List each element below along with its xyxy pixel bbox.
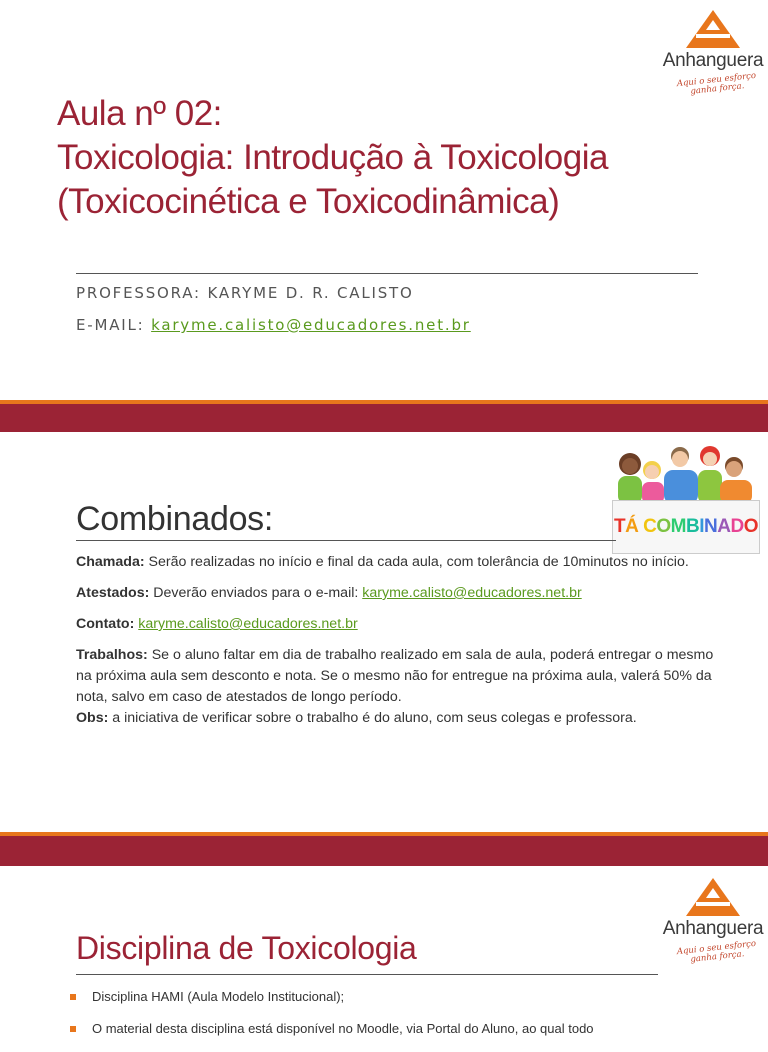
title-line-1: Aula nº 02: (57, 94, 222, 133)
logo-tagline: Aqui o seu esforço ganha força. (676, 938, 757, 965)
list-item: Disciplina HAMI (Aula Modelo Institucional); (70, 988, 720, 1006)
rule-trabalhos: Trabalhos: Se o aluno faltar em dia de trabalho realizado em sala de aula, poderá entregar o mesmo na próxima aula sem desconto e nota. Se o mesmo não for entregue na próxima aula, valerá 50% da nota, salvo em caso de atestados de longo período. (76, 647, 714, 705)
professor-name: PROFESSORA: KARYME D. R. CALISTO (76, 284, 414, 302)
logo-tagline: Aqui o seu esforço ganha força. (676, 70, 757, 97)
title-line-3: (Toxicocinética e Toxicodinâmica) (57, 182, 560, 221)
list-item: O material desta disciplina está disponível no Moodle, via Portal do Aluno, ao qual todo (70, 1020, 720, 1038)
rule-obs: Obs: a iniciativa de verificar sobre o trabalho é do aluno, com seus colegas e professora. (76, 710, 637, 726)
combinado-label: TÁ COMBINADO (614, 516, 758, 537)
divider (76, 540, 616, 541)
bullet-icon (70, 994, 76, 1000)
slide-title (0, 0, 768, 400)
anhanguera-logo (658, 8, 768, 98)
divider (76, 273, 698, 274)
slide-combinados (0, 432, 768, 832)
email-label: E-MAIL: (76, 316, 152, 334)
bullet-list (70, 988, 720, 1052)
title-bold: Toxicologia: (57, 138, 234, 177)
section-title: Combinados: (76, 500, 274, 538)
rule-contato: Contato: karyme.calisto@educadores.net.br (76, 616, 358, 632)
rules-body (76, 552, 716, 739)
anhanguera-logo (658, 876, 768, 966)
rule-atestados: Atestados: Deverão enviados para o e-mail: karyme.calisto@educadores.net.br (76, 585, 582, 601)
email-line (76, 316, 471, 334)
rule-chamada: Chamada: Serão realizadas no início e final da cada aula, com tolerância de 10minutos no início. (76, 554, 689, 570)
atestados-email-link[interactable]: karyme.calisto@educadores.net.br (362, 585, 582, 601)
people-illustration-icon (612, 442, 760, 504)
ta-combinado-illustration (612, 442, 760, 556)
logo-name: Anhanguera (662, 918, 764, 939)
anhanguera-triangle-icon (684, 8, 742, 50)
title-rest: Introdução à Toxicologia (233, 138, 608, 177)
anhanguera-triangle-icon (684, 876, 742, 918)
slide-disciplina (0, 866, 768, 1036)
slide-separator (0, 832, 768, 866)
divider (76, 974, 658, 975)
email-link[interactable]: karyme.calisto@educadores.net.br (151, 316, 471, 334)
contato-email-link[interactable]: karyme.calisto@educadores.net.br (138, 616, 358, 632)
slide-title-text (57, 92, 717, 224)
logo-name: Anhanguera (662, 50, 764, 71)
bullet-icon (70, 1026, 76, 1032)
slide-separator (0, 400, 768, 432)
title-line-2 (57, 136, 717, 180)
section-title: Disciplina de Toxicologia (76, 930, 417, 966)
